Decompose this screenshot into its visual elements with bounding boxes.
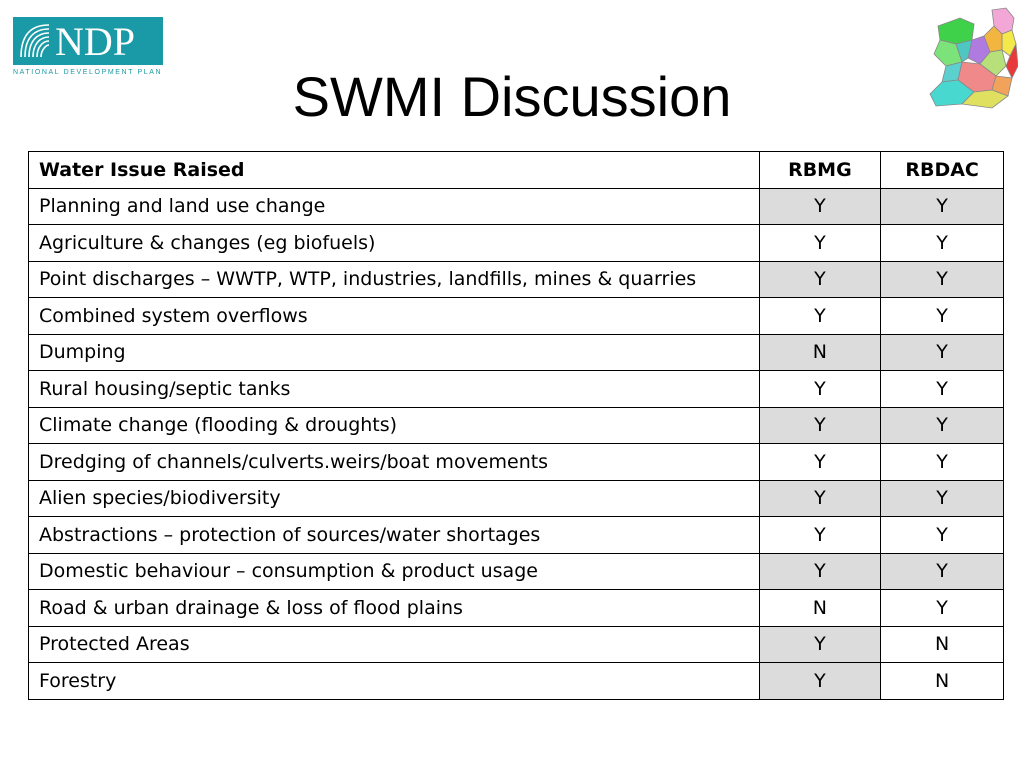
- issue-cell: Planning and land use change: [29, 188, 760, 225]
- rbmg-cell: Y: [759, 663, 881, 700]
- issue-cell: Point discharges – WWTP, WTP, industries, landfills, mines & quarries: [29, 261, 760, 298]
- rbmg-cell: Y: [759, 225, 881, 262]
- rbmg-cell: Y: [759, 626, 881, 663]
- ireland-river-basin-map-icon: [922, 4, 1018, 116]
- header-rbdac: RBDAC: [881, 152, 1004, 189]
- rbdac-cell: N: [881, 663, 1004, 700]
- issue-cell: Dredging of channels/culverts.weirs/boat movements: [29, 444, 760, 481]
- rbmg-cell: Y: [759, 371, 881, 408]
- logo-wordmark: NDP: [55, 19, 136, 64]
- issue-cell: Rural housing/septic tanks: [29, 371, 760, 408]
- rbmg-cell: Y: [759, 444, 881, 481]
- rbdac-cell: Y: [881, 444, 1004, 481]
- rbdac-cell: Y: [881, 188, 1004, 225]
- table-row: [29, 298, 1004, 335]
- rbdac-cell: Y: [881, 334, 1004, 371]
- rbdac-cell: Y: [881, 371, 1004, 408]
- rbdac-cell: Y: [881, 590, 1004, 627]
- table-row: [29, 590, 1004, 627]
- rbdac-cell: Y: [881, 261, 1004, 298]
- rbmg-cell: N: [759, 334, 881, 371]
- rbmg-cell: Y: [759, 188, 881, 225]
- logo-subtitle: NATIONAL DEVELOPMENT PLAN: [13, 69, 163, 76]
- issue-cell: Domestic behaviour – consumption & product usage: [29, 553, 760, 590]
- table-row: [29, 188, 1004, 225]
- issue-cell: Forestry: [29, 663, 760, 700]
- rbmg-cell: Y: [759, 407, 881, 444]
- table-row: [29, 517, 1004, 554]
- table-row: [29, 480, 1004, 517]
- issue-cell: Protected Areas: [29, 626, 760, 663]
- rbdac-cell: N: [881, 626, 1004, 663]
- rbdac-cell: Y: [881, 407, 1004, 444]
- issue-cell: Climate change (flooding & droughts): [29, 407, 760, 444]
- rbdac-cell: Y: [881, 225, 1004, 262]
- issue-cell: Abstractions – protection of sources/water shortages: [29, 517, 760, 554]
- issue-cell: Agriculture & changes (eg biofuels): [29, 225, 760, 262]
- rbmg-cell: Y: [759, 480, 881, 517]
- header-rbmg: RBMG: [759, 152, 881, 189]
- rbdac-cell: Y: [881, 480, 1004, 517]
- header-water-issue: Water Issue Raised: [29, 152, 760, 189]
- table-row: [29, 626, 1004, 663]
- rbmg-cell: Y: [759, 261, 881, 298]
- table-row: [29, 371, 1004, 408]
- table-row: [29, 334, 1004, 371]
- rbmg-cell: Y: [759, 298, 881, 335]
- issue-cell: Combined system overflows: [29, 298, 760, 335]
- water-issues-table: [28, 151, 1004, 700]
- issue-cell: Alien species/biodiversity: [29, 480, 760, 517]
- rbdac-cell: Y: [881, 553, 1004, 590]
- logo-swirl-icon: [17, 21, 53, 61]
- table-row: [29, 553, 1004, 590]
- issue-cell: Road & urban drainage & loss of flood plains: [29, 590, 760, 627]
- table-row: [29, 444, 1004, 481]
- rbdac-cell: Y: [881, 517, 1004, 554]
- rbmg-cell: Y: [759, 517, 881, 554]
- table-header-row: [29, 152, 1004, 189]
- slide-title: SWMI Discussion: [292, 65, 732, 128]
- issue-cell: Dumping: [29, 334, 760, 371]
- table-row: [29, 663, 1004, 700]
- rbmg-cell: Y: [759, 553, 881, 590]
- table-row: [29, 225, 1004, 262]
- logo-block: [13, 17, 163, 65]
- table-row: [29, 407, 1004, 444]
- rbdac-cell: Y: [881, 298, 1004, 335]
- rbmg-cell: N: [759, 590, 881, 627]
- table-row: [29, 261, 1004, 298]
